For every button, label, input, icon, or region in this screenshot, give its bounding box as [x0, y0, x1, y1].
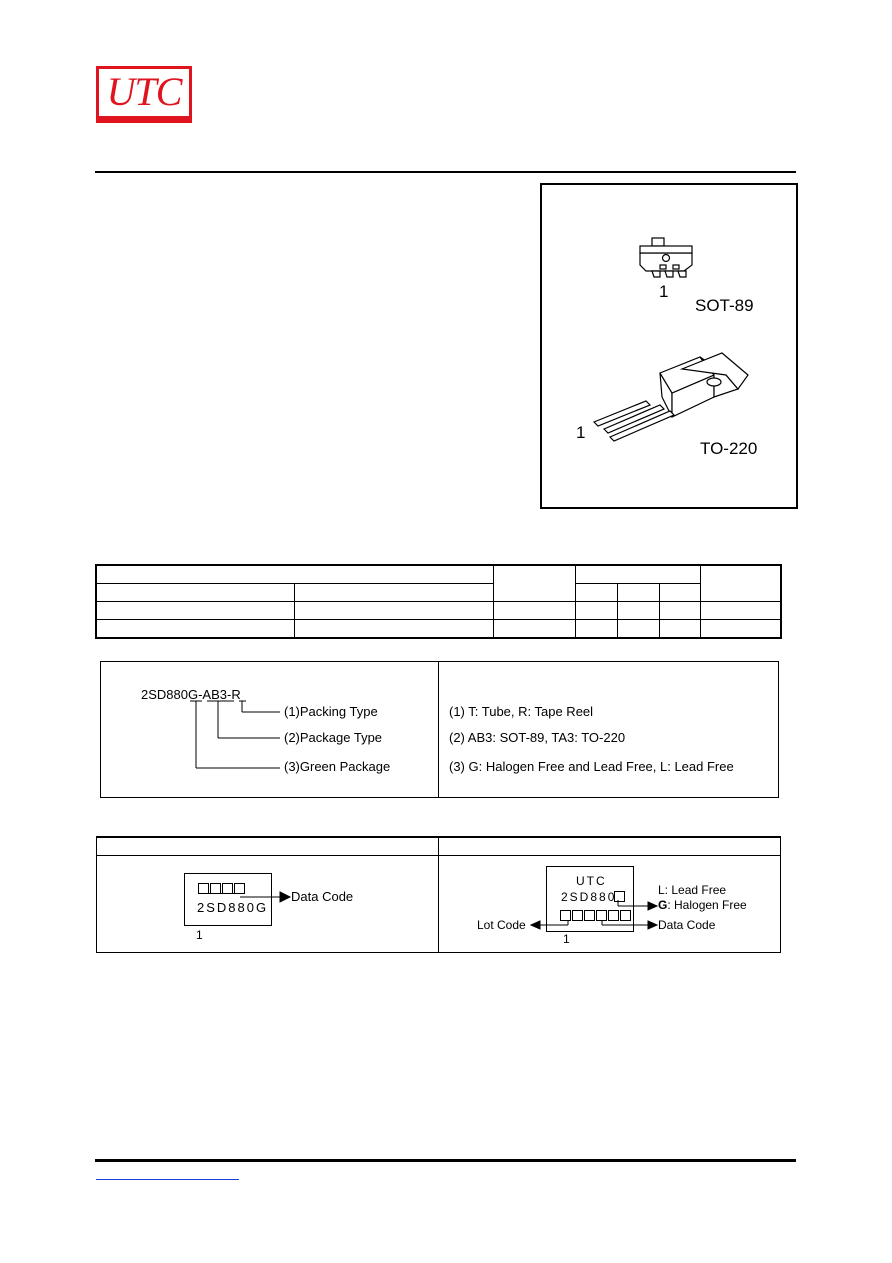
- table-cell: [294, 620, 493, 639]
- sot89-device-marking: 2SD880G: [197, 900, 269, 915]
- table-cell: [700, 620, 781, 639]
- to220-brand-marking: UTC: [576, 874, 607, 888]
- table-row: [96, 620, 781, 639]
- package-box: [540, 183, 798, 509]
- lot-code-label: Lot Code: [477, 918, 526, 932]
- decode-label-package: (2)Package Type: [284, 730, 383, 745]
- table-cell: [294, 584, 493, 602]
- table-cell: [294, 602, 493, 620]
- sot89-data-code-label: Data Code: [291, 889, 354, 904]
- lead-free-label: L: Lead Free: [658, 883, 727, 897]
- halogen-free-label: G: Halogen Free: [658, 898, 747, 912]
- table-cell: [96, 602, 294, 620]
- table-cell: [617, 584, 659, 602]
- utc-logo: [96, 66, 192, 123]
- table-cell: [575, 620, 617, 639]
- decode-desc-packing: (1) T: Tube, R: Tape Reel: [449, 704, 594, 719]
- ordering-table: [95, 564, 782, 639]
- table-cell: [493, 602, 575, 620]
- table-cell: [575, 565, 700, 584]
- to220-marking-arrows: [530, 888, 660, 934]
- decode-desc-green: (3) G: Halogen Free and Lead Free, L: Lead Free: [449, 759, 734, 774]
- table-cell: [659, 620, 700, 639]
- footer-rule: [95, 1159, 796, 1162]
- table-cell: [96, 565, 493, 584]
- table-cell: [659, 602, 700, 620]
- part-number: 2SD880G-AB3-R: [141, 687, 241, 702]
- header-rule: [95, 171, 796, 173]
- to220-data-code-label: Data Code: [658, 918, 716, 932]
- sot89-label: SOT-89: [695, 296, 754, 315]
- sot89-package-drawing: [542, 185, 796, 507]
- table-cell: [493, 565, 575, 602]
- table-cell: [575, 584, 617, 602]
- marking-divider: [438, 836, 439, 952]
- table-cell: [659, 584, 700, 602]
- table-cell: [493, 620, 575, 639]
- table-row: [96, 602, 781, 620]
- footer-link-underline[interactable]: [96, 1179, 239, 1180]
- table-cell: [96, 584, 294, 602]
- decode-label-green: (3)Green Package: [284, 759, 391, 774]
- decode-desc-package: (2) AB3: SOT-89, TA3: TO-220: [449, 730, 626, 745]
- decode-leader-lines: [190, 698, 280, 770]
- to220-label: TO-220: [700, 439, 758, 458]
- to220-marking-pin1: 1: [563, 932, 570, 946]
- sot89-pin1-label: 1: [659, 282, 669, 301]
- to220-pin1-label: 1: [576, 423, 586, 442]
- sot89-marking-pin1: 1: [196, 928, 203, 942]
- table-row: [96, 584, 781, 602]
- logo-text: UTC: [106, 69, 182, 114]
- table-cell: [617, 620, 659, 639]
- table-cell: [617, 602, 659, 620]
- decode-divider: [438, 661, 439, 797]
- to220-device-marking: 2SD880: [561, 890, 617, 904]
- table-row: [96, 565, 781, 584]
- table-cell: [700, 565, 781, 602]
- table-cell: [700, 602, 781, 620]
- sot89-data-code-arrow: [240, 890, 292, 904]
- date-code-boxes: [198, 881, 246, 899]
- decode-label-packing: (1)Packing Type: [284, 704, 378, 719]
- table-cell: [575, 602, 617, 620]
- table-cell: [96, 620, 294, 639]
